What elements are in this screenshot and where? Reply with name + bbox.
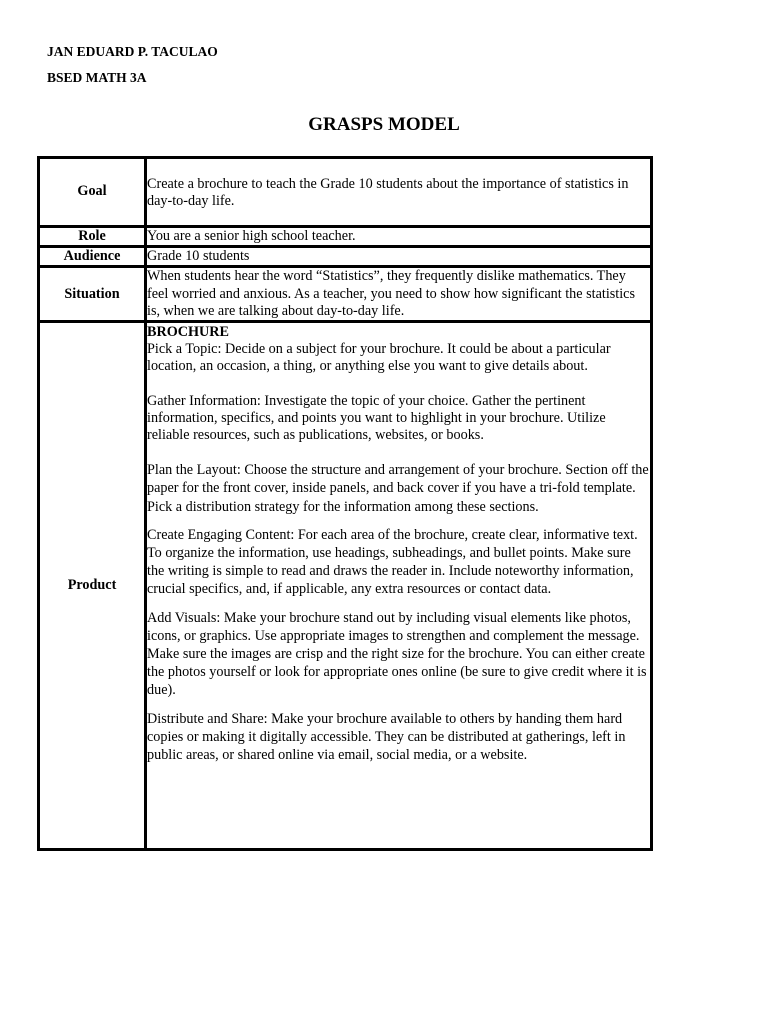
situation-text: When students hear the word “Statistics”, they frequently dislike mathematics. They feel worried and anxious. As a teacher, you need to show how significant the statistics is, when we are talking about day-to-day life. bbox=[146, 267, 652, 322]
situation-label: Situation bbox=[39, 267, 146, 322]
product-paragraph-distribute-share: Distribute and Share: Make your brochure available to others by handing them hard copies or making it digitally accessible. They can be distributed at gatherings, left in public areas, or shared online via email, social media, or a website. bbox=[147, 710, 626, 764]
product-paragraph-plan-layout: Plan the Layout: Choose the structure and arrangement of your brochure. Section off the paper for the front cover, inside panels, and back cover if you have a tri-fold template. Pick a distribution strategy for the information among these sections. bbox=[147, 462, 649, 515]
audience-text: Grade 10 students bbox=[146, 247, 652, 267]
document-title: GRASPS MODEL bbox=[308, 114, 460, 135]
product-heading: BROCHURE bbox=[147, 324, 229, 341]
product-content bbox=[146, 322, 652, 850]
audience-label: Audience bbox=[39, 247, 146, 267]
table-row-audience bbox=[39, 247, 652, 267]
role-text: You are a senior high school teacher. bbox=[146, 227, 652, 247]
goal-text: Create a brochure to teach the Grade 10 students about the importance of statistics in day-to-day life. bbox=[146, 158, 652, 227]
goal-label: Goal bbox=[39, 158, 146, 227]
table-row-situation bbox=[39, 267, 652, 322]
table-row-role bbox=[39, 227, 652, 247]
author-name: JAN EDUARD P. TACULAO bbox=[47, 44, 218, 59]
table-row-product bbox=[39, 322, 652, 850]
product-paragraph-gather-information: Gather Information: Investigate the topic of your choice. Gather the pertinent information, specifics, and points you want to highlight in your brochure. Utilize reliable resources, such as publications, websites, or books. bbox=[147, 392, 606, 444]
product-label: Product bbox=[39, 322, 146, 850]
course-section: BSED MATH 3A bbox=[47, 70, 147, 85]
table-row-goal bbox=[39, 158, 652, 227]
product-paragraph-add-visuals: Add Visuals: Make your brochure stand out by including visual elements like photos, icons, or graphics. Use appropriate images to strengthen and complement the message. Make sure the images are crisp and the right size for the brochure. You can either create the photos yourself or look for appropriate ones online (be sure to give credit where it is due). bbox=[147, 609, 647, 699]
grasps-table bbox=[37, 156, 653, 851]
role-label: Role bbox=[39, 227, 146, 247]
product-paragraph-pick-topic: Pick a Topic: Decide on a subject for your brochure. It could be about a particular location, an occasion, a thing, or anything else you want to give details about. bbox=[147, 341, 611, 375]
product-paragraph-create-content: Create Engaging Content: For each area of the brochure, create clear, informative text. To organize the information, use headings, subheadings, and bullet points. Make sure the writing is simple to read and draws the reader in. Include noteworthy information, crucial specifics, and, if applicable, any extra resources or contact data. bbox=[147, 526, 638, 598]
